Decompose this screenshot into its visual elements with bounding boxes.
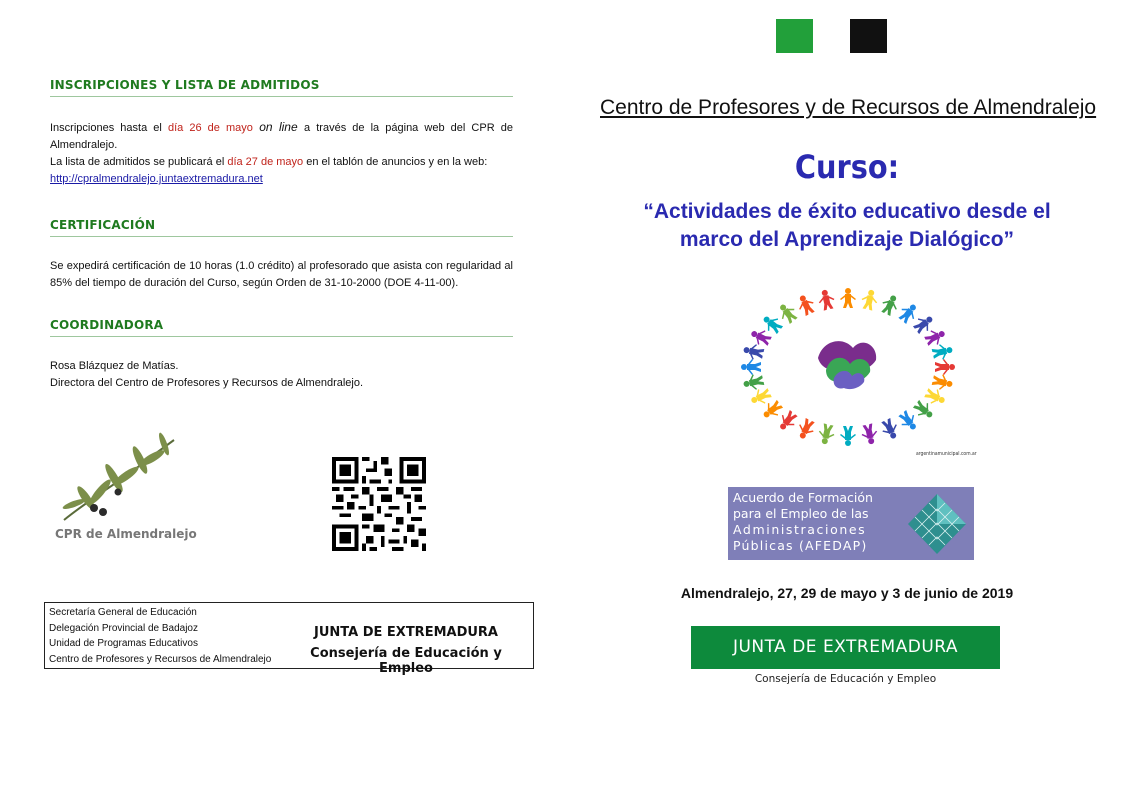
flag-white-stripe <box>813 19 850 53</box>
certificacion-text: Se expedirá certificación de 10 horas (1.0 crédito) al profesorado que asista con regularidad al 85% del tiempo de duración del Curso, según Orden de 31-10-2000 (DOE 4-11-00). <box>50 260 513 289</box>
child-figure-icon <box>775 300 800 326</box>
course-dates: Almendralejo, 27, 29 de mayo y 3 de junio de 2019 <box>680 585 1014 601</box>
extremadura-flag <box>776 19 887 58</box>
child-figure-icon <box>741 359 761 375</box>
inscripciones-text-b: a través de la página web del CPR de Almendralejo. <box>50 122 513 151</box>
qr-code[interactable] <box>332 457 426 551</box>
coordinadora-name: Rosa Blázquez de Matías. <box>50 360 179 372</box>
cpr-logo-caption: CPR de Almendralejo <box>55 527 197 541</box>
afedap-line: Públicas (AFEDAP) <box>733 538 868 553</box>
child-figure-icon <box>931 342 954 362</box>
section-divider <box>50 96 513 97</box>
admitidos-text-a: La lista de admitidos se publicará el <box>50 156 228 168</box>
child-figure-icon <box>816 288 836 311</box>
child-figure-icon <box>879 417 902 442</box>
institution-line: Unidad de Programas Educativos <box>49 638 198 649</box>
olive-branch-logo <box>56 432 186 527</box>
institution-line: Centro de Profesores y Recursos de Almendralejo <box>49 653 272 665</box>
institutions-box <box>44 602 534 676</box>
child-figure-icon <box>860 423 880 446</box>
cpr-website-link[interactable]: http://cpralmendralejo.juntaextremadura.net <box>50 173 263 185</box>
afedap-text <box>733 490 873 554</box>
child-figure-icon <box>840 426 856 446</box>
flag-black-stripe <box>850 19 887 53</box>
inscripciones-text-a: Inscripciones hasta el <box>50 122 168 134</box>
child-figure-icon <box>794 292 817 317</box>
child-figure-icon <box>794 417 817 442</box>
child-figure-icon <box>840 288 856 308</box>
institution-line: Secretaría General de Educación <box>49 607 197 618</box>
children-ring-illustration <box>738 286 958 448</box>
child-figure-icon <box>860 288 880 311</box>
section-divider <box>50 336 513 337</box>
admitidos-text-b: en el tablón de anuncios y en la web: <box>303 156 488 168</box>
image-credit: argentinamunicipal.com.ar <box>916 451 977 457</box>
institution-line: Delegación Provincial de Badajoz <box>49 622 198 634</box>
institutions-list <box>49 605 271 667</box>
child-figure-icon <box>931 372 954 392</box>
inscripciones-title: INSCRIPCIONES Y LISTA DE ADMITIDOS <box>50 78 320 92</box>
afedap-line: para el Empleo de las <box>733 506 869 521</box>
afedap-line: Administraciones <box>733 522 867 537</box>
curso-label: Curso: <box>794 148 900 186</box>
inscription-deadline: día 26 de mayo <box>167 122 253 134</box>
junta-extremadura-banner: JUNTA DE EXTREMADURA <box>691 626 1000 669</box>
course-title <box>600 198 1094 254</box>
afedap-logo <box>728 487 974 560</box>
coordinadora-text <box>50 358 513 392</box>
coordinadora-title: COORDINADORA <box>50 318 164 332</box>
certificacion-title: CERTIFICACIÓN <box>50 218 156 232</box>
consejeria-caption: Consejería de Educación y Empleo <box>754 673 937 685</box>
child-figure-icon <box>742 372 765 392</box>
inscripciones-text <box>50 119 513 188</box>
course-title-line-1: “Actividades de éxito educativo desde el <box>643 200 1051 223</box>
child-figure-icon <box>775 408 800 434</box>
online-label: on line <box>252 120 305 134</box>
child-figure-icon <box>935 359 955 375</box>
coordinadora-role: Directora del Centro de Profesores y Recursos de Almendralejo. <box>50 377 364 389</box>
center-name-title: Centro de Profesores y de Recursos de Almendralejo <box>600 96 1097 119</box>
flag-green-stripe <box>776 19 813 53</box>
admitidos-date: día 27 de mayo <box>227 156 304 168</box>
consejeria-label: Consejería de Educación y Empleo <box>310 646 502 676</box>
child-figure-icon <box>896 300 921 326</box>
junta-label: JUNTA DE EXTREMADURA <box>314 625 498 640</box>
afedap-line: Acuerdo de Formación <box>733 490 873 505</box>
child-figure-icon <box>879 292 902 317</box>
section-divider <box>50 236 513 237</box>
course-title-line-2: marco del Aprendizaje Dialógico” <box>679 228 1015 251</box>
child-figure-icon <box>816 423 836 446</box>
child-figure-icon <box>742 342 765 362</box>
afedap-emblem-icon <box>906 492 968 556</box>
child-figure-icon <box>896 408 921 434</box>
